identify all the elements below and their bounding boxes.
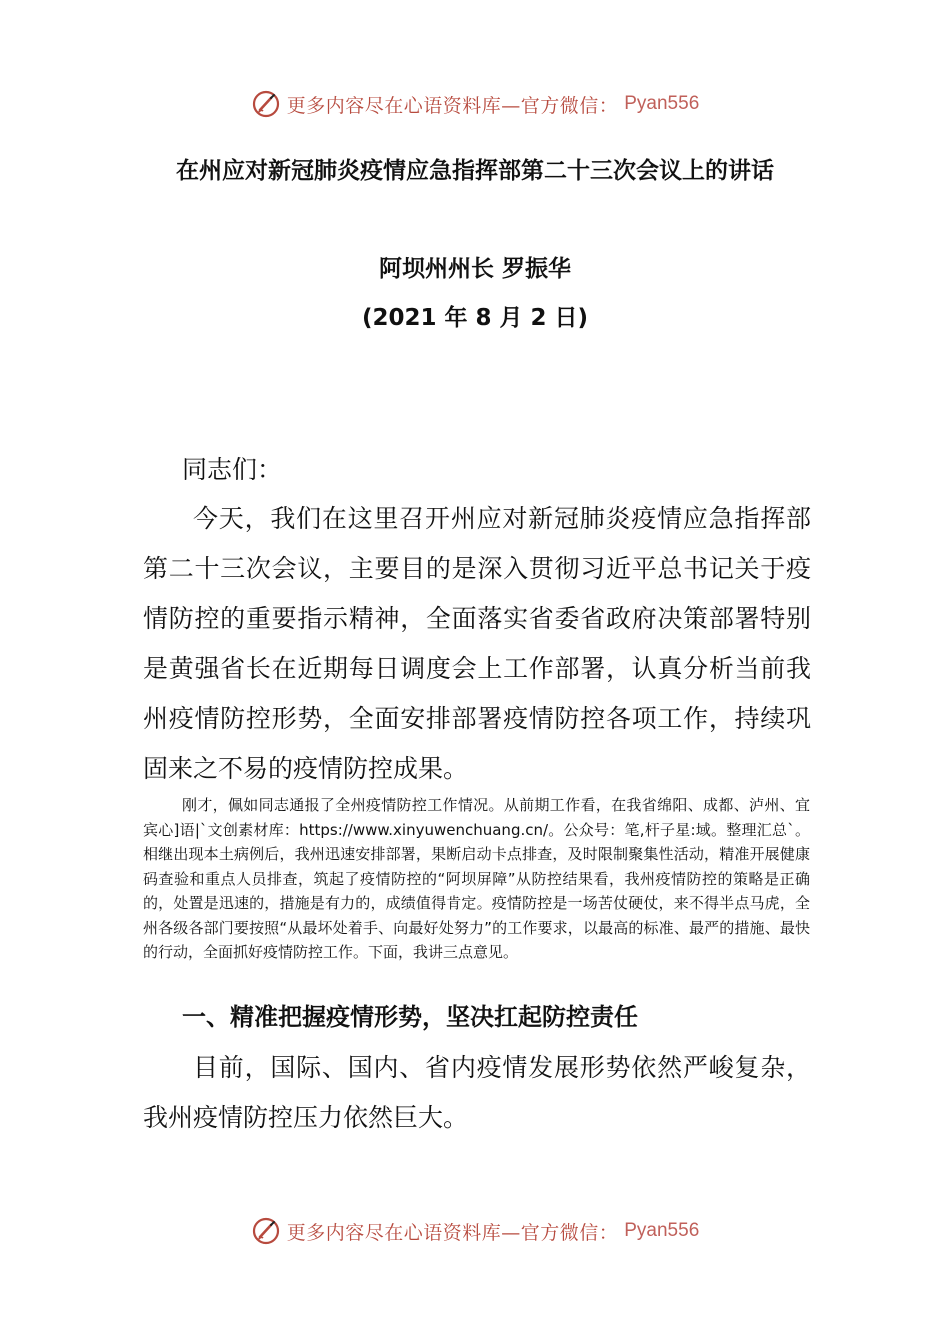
document-date: (2021 年 8 月 2 日) [361, 305, 589, 331]
watermark-handle: Pyan556 [624, 1220, 700, 1241]
document-author: 阿坝州州长 罗振华 [378, 256, 571, 282]
paragraph-briefing: 刚才，佩如同志通报了全州疫情防控工作情况。从前期工作看，在我省绵阳、成都、泸州、宜宾心]语|`文创素材库：https://www.xinyuwenchuang.cn/。公众号：笔,杆子星:域。整理汇总`。相继出现本土病例后，我州迅速安排部署，果断启动卡点排查，及时限制聚集性活动，精准开展健康码查验和重点人员排查，筑起了疫情防控的“阿坝屏障”从防控结果看，我州疫情防控的策略是正确的，处置是迅速的，措施是有力的，成绩值得肯定。疫情防控是一场苦仗硬仗，来不得半点马虎，全州各级各部门要按照“从最坏处着手、向最好处努力”的工作要求，以最高的标准、最严的措施、最快的行动，全面抓好疫情防控工作。下面，我讲三点意见。 [143, 796, 810, 961]
paragraph-situation: 目前，国际、国内、省内疫情发展形势依然严峻复杂，我州疫情防控压力依然巨大。 [143, 1053, 811, 1132]
section-heading-1: 一、精准把握疫情形势，坚决扛起防控责任 [182, 1003, 638, 1031]
watermark-text: 更多内容尽在心语资料库—官方微信： [286, 94, 619, 117]
brush-logo-icon [251, 1216, 281, 1246]
watermark-footer [0, 1211, 950, 1251]
paragraph-opening: 今天，我们在这里召开州应对新冠肺炎疫情应急指挥部第二十三次会议，主要目的是深入贯彻习近平总书记关于疫情防控的重要指示精神，全面落实省委省政府决策部署特别是黄强省长在近期每日调度会上工作部署，认真分析当前我州疫情防控形势，全面安排部署疫情防控各项工作，持续巩固来之不易的疫情防控成果。 [143, 504, 811, 783]
salutation: 同志们： [182, 455, 283, 484]
watermark-text: 更多内容尽在心语资料库—官方微信： [286, 1221, 619, 1244]
document-title: 在州应对新冠肺炎疫情应急指挥部第二十三次会议上的讲话 [176, 158, 774, 184]
brush-logo-icon [251, 89, 281, 119]
watermark-handle: Pyan556 [624, 93, 700, 114]
watermark-header [0, 84, 950, 124]
